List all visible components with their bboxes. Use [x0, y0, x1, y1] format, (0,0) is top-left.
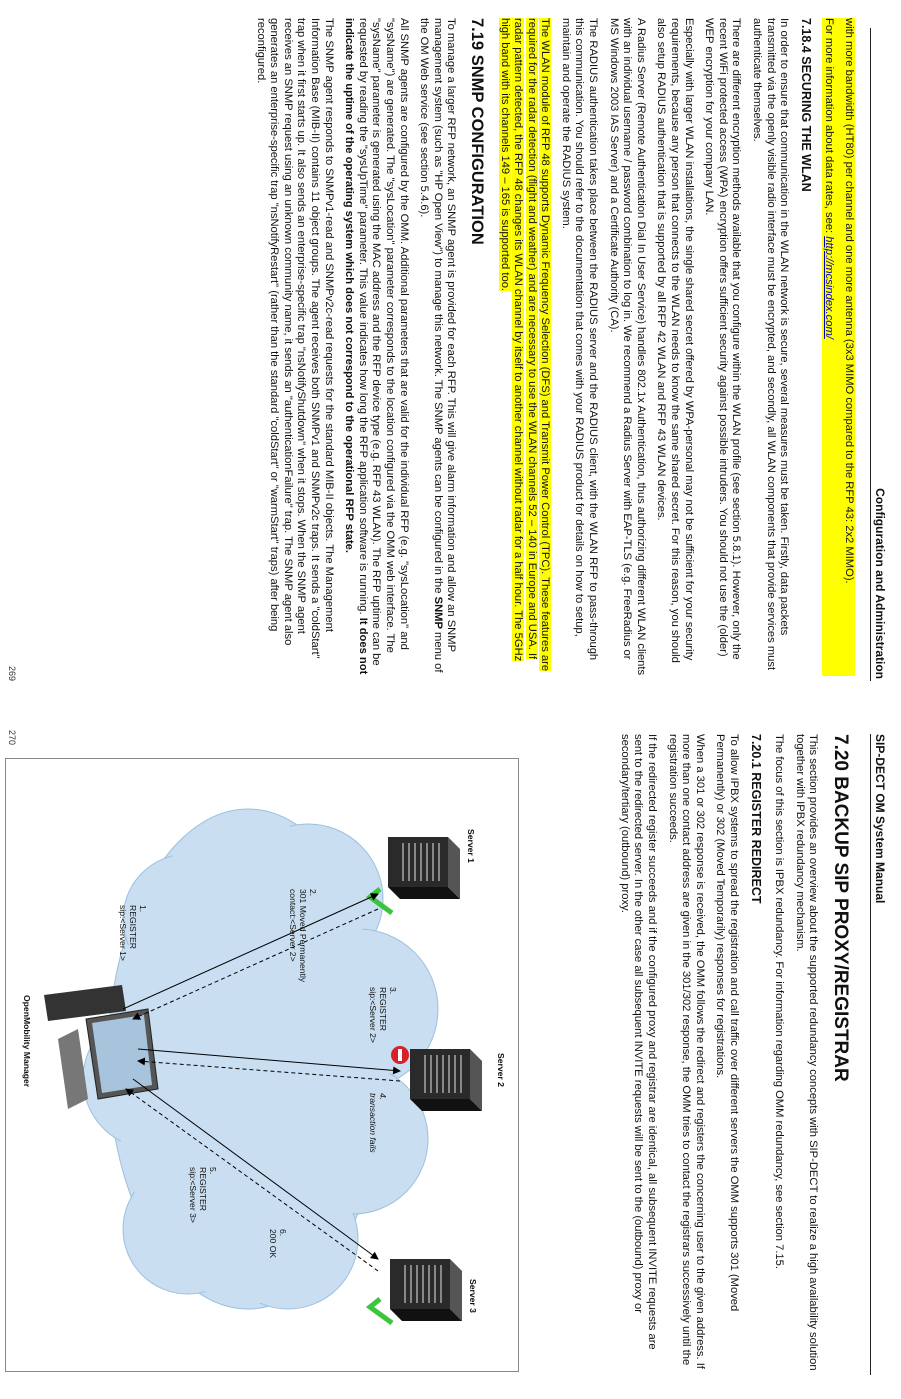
server-2-label: Server 2	[496, 1053, 506, 1087]
page-number: 270	[7, 730, 17, 746]
server-3-label: Server 3	[468, 1279, 478, 1313]
bold-text: SNMP	[431, 596, 444, 629]
section-heading-7-18-4: 7.18.4 SECURING THE WLAN	[798, 18, 813, 192]
step-4-label: 4. transaction fails	[368, 1093, 388, 1153]
step-2-label: 2. 301 Moved Permanently contact:<Server 2>	[288, 889, 318, 983]
paragraph: A Radius Server (Remote Authentication Dial In User Service) handles 802.1x Authentication, thus authorizing different WLAN clients with an individual username / password combination to log in. We recommend a Radius Server with EAP-TLS (e.g. FreeRadius or MS Windows 2003 IAS Server) and a Certificate Authority (CA).	[607, 18, 647, 676]
running-head: Configuration and Administration	[873, 488, 887, 679]
diagram-graphics	[6, 759, 518, 1371]
text-run: menu of the OM Web service (see section 5.4.6).	[418, 18, 444, 673]
header-rule	[870, 734, 871, 1375]
text-run: To manage a larger RFP network, an SNMP agent is provided for each RFP. This will give alarm information and allow an SNMP management system (such as "HP Open View") to manage this network. The SNMP agents can be configured in the	[431, 18, 458, 652]
paragraph	[342, 18, 410, 676]
header-rule	[870, 28, 871, 681]
page-body	[246, 18, 855, 676]
manager-label: OpenMobility Manager	[22, 995, 32, 1088]
section-heading-7-20-1: 7.20.1 REGISTER REDIRECT	[748, 734, 763, 904]
paragraph: In order to ensure that communication in the WLAN network is secure, several measures must be taken. Firstly, data packets transmitted via the openly visible radio interface must be encrypted, and secondly, all WLAN components that provide services must authenticate themselves.	[751, 18, 791, 671]
step-6-label: 6. 200 OK	[268, 1229, 288, 1259]
paragraph: The RADIUS authentication takes place between the RADIUS server and the RADIUS client, with the WLAN RFP to pass-through this communication. You should refer to the documentation that comes with your RADIUS product for details on how to setup, maintain and operate the RADIUS system.	[559, 18, 600, 661]
page-body	[610, 734, 855, 1372]
server-3-icon	[390, 1259, 462, 1321]
paragraph: The SNMP agent responds to SNMPv1-read and SNMPv2c-read requests for the standard MIB-II objects. The Management Information Base (MIB-II) contains 11 object groups. The agent receives both SNMPv1 and SNMPv2c traps. It sends a "coldStart" trap when it first starts up. It also sends an enterprise-specific trap "nsNotifyShutdown" when it stops. When the SNMP agent receives an SNMP request using an unknown community name, it sends an "authenticationFailure" trap. The SNMP agent also generates an enterprise-specific trap "nsNotifyRestart" (rather than the standard "coldStart" or "warmStart" traps) after being reconfigured.	[254, 18, 335, 659]
page-number: 269	[7, 665, 17, 681]
highlight-dfs-paragraph	[497, 18, 551, 676]
check-icon	[370, 1299, 392, 1323]
running-head: SIP-DECT OM System Manual	[873, 734, 887, 904]
page-270	[0, 700, 901, 1399]
step-3-label: 3. REGISTER sip:<Server 2>	[368, 987, 398, 1043]
more-info-paragraph	[822, 18, 836, 676]
paragraph: If the redirected register succeeds and if the configured proxy and registrar are identical, all subsequent INVITE requests are sent to the redirected server. In the other case all subsequent INVITE requests will be sent to the (outbound) proxy or secondary/tertiary (outbound) proxy.	[618, 734, 659, 1350]
highlight-intro: with more bandwidth (HT80) per channel and one more antenna (3x3 MIMO compared to the RFP 43: 2x2 MIMO).	[843, 18, 855, 584]
paragraph: The focus of this section is IPBX redundancy. For information regarding OMM redundancy, see section 7.15.	[773, 734, 786, 1269]
step-5-label: 5. REGISTER sip:<Server 3>	[188, 1167, 218, 1223]
section-heading-7-19: 7.19 SNMP CONFIGURATION	[467, 18, 486, 245]
paragraph: To allow IPBX systems to spread the registration and call traffic over different servers the OMM supports 301 (Moved Permanently) or 302 (Moved Temporarily) responses for registrations.	[714, 734, 741, 1312]
bold-text: It does not indicate the uptime of the operating system which does not correspond to the operational RFP state.	[343, 18, 369, 675]
page-269	[0, 0, 901, 699]
server-1-label: Server 1	[466, 829, 476, 863]
more-info-label: For more information about data rates, see:	[823, 18, 836, 234]
highlighted-paragraph	[822, 18, 855, 676]
paragraph: This section provides an overview about the supported redundancy concepts with SIP-DECT to realize a high availability solution together with IPBX redundancy mechanism.	[793, 734, 820, 1371]
server-2-icon	[410, 1049, 482, 1111]
paragraph	[417, 18, 458, 676]
mcsindex-link[interactable]: http://mcsindex.com/	[823, 236, 836, 339]
step-1-label: 1. REGISTER sip:<Server 1>	[118, 905, 148, 961]
paragraph: Especially with larger WLAN installations, the single shared secret offered by WPA-personal may not be sufficient for your security requirements, because any person that connects to the WLAN needs to know the same shared secret. For this reason, you should also setup RADIUS authentication that is supported by all RFP 42 WLAN and RFP 43 WLAN devices.	[655, 18, 695, 663]
paragraph: There are different encryption methods available that you configure within the WLAN profile (see section 5.8.1). However, only the recent WiFi protected access (WPA) encryption offers sufficient security against possible intruders. You should not use the (older) WEP encryption for your company LAN.	[703, 18, 743, 660]
section-heading-7-20: 7.20 BACKUP SIP PROXY/REGISTRAR	[830, 734, 851, 1082]
server-1-icon	[388, 837, 460, 899]
register-redirect-diagram	[5, 758, 519, 1372]
text-run: All SNMP agents are configured by the OMM. Additional parameters that are valid for the individual RFP (e.g. "sysLocation" and "sysName") are generated. The "sysLocation" parameter corresponds to the location configured via the OMM web interface. The "sysName" parameter is generated using the MAC address and the RFP device type (e.g. RFP 43 WLAN). The RFP uptime can be requested by reading the "sysUpTime" parameter. This value indicates how long the RFP application software is running.	[356, 18, 410, 666]
highlight-dfs: The WLAN module of RFP 48 supports Dynamic Frequency Selection (DFS) and Transmit Power Control (TPC). These features are required for the radar detection (flight and weather) and are necessary to use the WLAN channels 52 – 140 in Europe and USA. If radar pattern detected, the RFP 48 changes its WLAN channel by itself to another channel without radar for a half hour. The 5GHz high band with its channels 149 – 165 is supported too.	[498, 18, 552, 672]
paragraph: When a 301 or 302 response is received, the OMM follows the redirect and registers the concerning user to the given address. If more than one contact address are given in the 301/302 response, the OMM tries to contact the registrars successively until the registration succeeds.	[666, 734, 706, 1369]
